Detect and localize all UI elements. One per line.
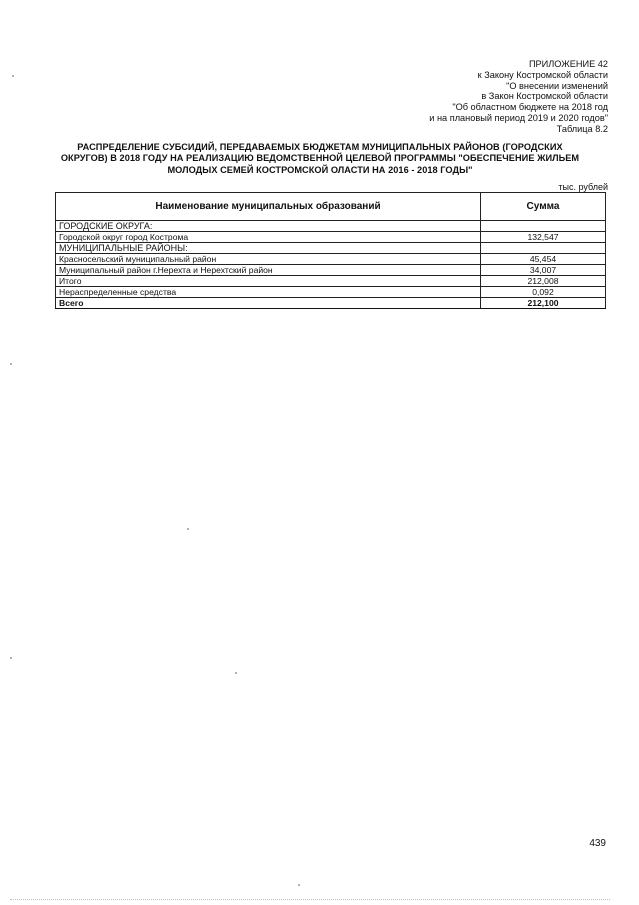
row-sum xyxy=(481,243,606,254)
row-sum xyxy=(481,221,606,232)
appendix-header xyxy=(348,59,608,135)
row-sum: 212,008 xyxy=(481,276,606,287)
scan-speck xyxy=(298,884,300,886)
scan-speck xyxy=(235,672,237,674)
title-line: МОЛОДЫХ СЕМЕЙ КОСТРОМСКОЙ ОЛАСТИ НА 2016 - 2018 ГОДЫ" xyxy=(167,164,473,175)
row-name: МУНИЦИПАЛЬНЫЕ РАЙОНЫ: xyxy=(56,243,481,254)
scan-speck xyxy=(10,657,12,659)
column-header-name: Наименование муниципальных образований xyxy=(56,193,481,221)
row-name: Итого xyxy=(56,276,481,287)
row-sum: 132,547 xyxy=(481,232,606,243)
table-row xyxy=(56,287,606,298)
header-line: "Об областном бюджете на 2018 год xyxy=(452,102,608,113)
row-sum: 212,100 xyxy=(481,298,606,309)
table-row xyxy=(56,276,606,287)
row-name: Городской округ город Кострома xyxy=(56,232,481,243)
table-row xyxy=(56,221,606,232)
scan-speck xyxy=(12,75,14,77)
row-sum: 45,454 xyxy=(481,254,606,265)
table-number: Таблица 8.2 xyxy=(556,123,608,134)
header-line: в Закон Костромской области xyxy=(481,91,608,102)
row-name: Нераспределенные средства xyxy=(56,287,481,298)
subsidy-table xyxy=(55,192,606,309)
unit-label: тыс. рублей xyxy=(558,182,608,192)
title-line: ОКРУГОВ) В 2018 ГОДУ НА РЕАЛИЗАЦИЮ ВЕДОМСТВЕННОЙ ЦЕЛЕВОЙ ПРОГРАММЫ "ОБЕСПЕЧЕНИЕ ЖИЛЬЕМ xyxy=(60,153,580,164)
table-row xyxy=(56,254,606,265)
header-line: ПРИЛОЖЕНИЕ 42 xyxy=(528,59,608,69)
scan-speck xyxy=(187,528,189,530)
scan-speck xyxy=(10,363,12,365)
table-row-total xyxy=(56,298,606,309)
row-name: Муниципальный район г.Нерехта и Нерехтский район xyxy=(56,265,481,276)
scan-artifact-line xyxy=(10,899,610,900)
table-header-row xyxy=(56,193,606,221)
row-name: ГОРОДСКИЕ ОКРУГА: xyxy=(56,221,481,232)
row-name: Всего xyxy=(56,298,481,309)
row-name: Красносельский муниципальный район xyxy=(56,254,481,265)
column-header-sum: Сумма xyxy=(481,193,606,221)
table-row xyxy=(56,243,606,254)
document-title xyxy=(40,142,600,176)
header-line: "О внесении изменений xyxy=(506,80,608,91)
page-number: 439 xyxy=(589,838,606,849)
header-line: к Закону Костромской области xyxy=(477,69,608,80)
title-line: РАСПРЕДЕЛЕНИЕ СУБСИДИЙ, ПЕРЕДАВАЕМЫХ БЮДЖЕТАМ МУНИЦИПАЛЬНЫХ РАЙОНОВ (ГОРОДСКИХ xyxy=(77,142,563,152)
row-sum: 34,007 xyxy=(481,265,606,276)
row-sum: 0,092 xyxy=(481,287,606,298)
table-row xyxy=(56,265,606,276)
table-row xyxy=(56,232,606,243)
header-line: и на плановый период 2019 и 2020 годов" xyxy=(429,112,608,123)
